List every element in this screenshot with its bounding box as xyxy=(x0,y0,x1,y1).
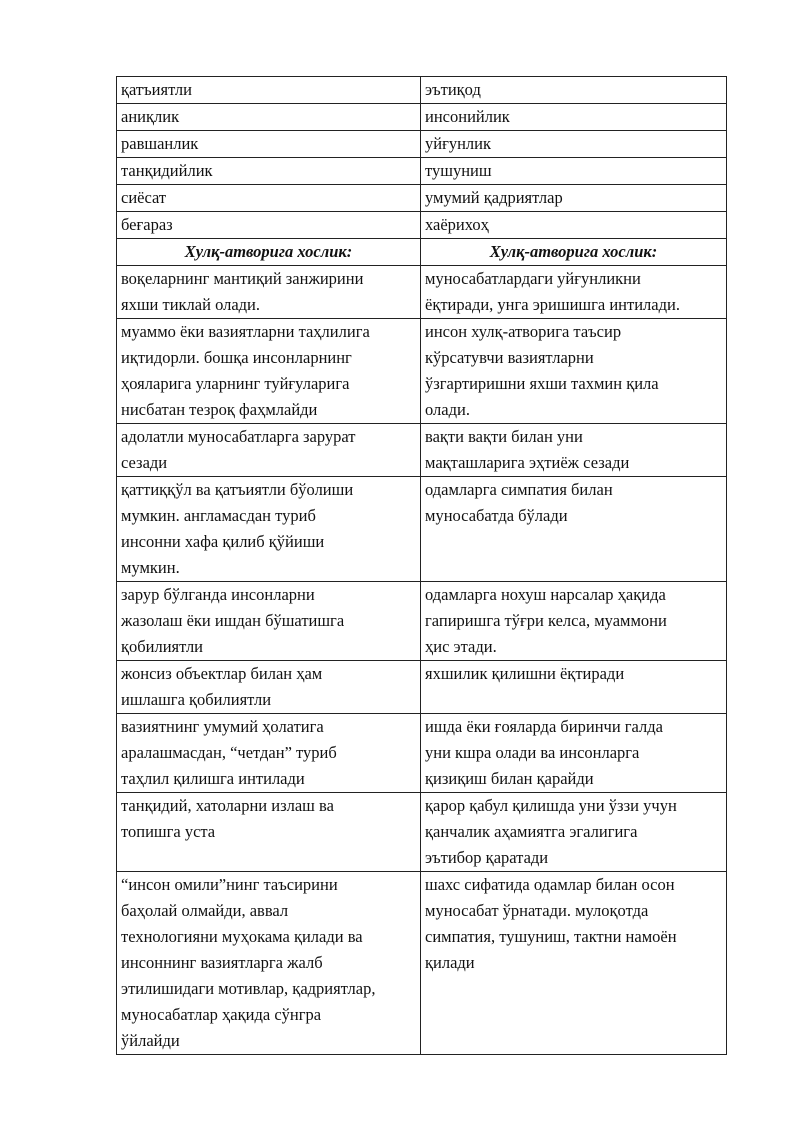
cell-text: одамларга нохуш нарсалар ҳақида гапиришга тўғри келса, муаммони ҳис этади. xyxy=(425,585,667,656)
table-cell-left xyxy=(117,266,421,319)
table-row xyxy=(117,185,727,212)
cell-text: ишда ёки ғояларда биринчи галда уни кшра олади ва инсонларга қизиқиш билан қарайди xyxy=(425,717,663,788)
table-cell-right xyxy=(421,714,727,793)
table-cell-left xyxy=(117,477,421,582)
cell-text: сиёсат xyxy=(121,188,167,207)
cell-text: инсон хулқ-атворига таъсир кўрсатувчи вазиятларни ўзгартиришни яхши тахмин қила олади. xyxy=(425,322,659,419)
cell-text: қатъиятли xyxy=(121,80,192,99)
cell-text: яхшилик қилишни ёқтиради xyxy=(425,664,625,683)
cell-text: хаёрихоҳ xyxy=(425,215,489,234)
table-row xyxy=(117,212,727,239)
cell-text: воқеларнинг мантиқий занжирини яхши тиклай олади. xyxy=(121,269,364,314)
cell-text: муносабатлардаги уйғунликни ёқтиради, унга эришишга интилади. xyxy=(425,269,680,314)
cell-text: умумий қадриятлар xyxy=(425,188,563,207)
table-cell-right xyxy=(421,477,727,582)
table-cell-left xyxy=(117,582,421,661)
table-row xyxy=(117,131,727,158)
table-cell-right xyxy=(421,424,727,477)
table-row xyxy=(117,77,727,104)
table-header-right xyxy=(421,239,727,266)
table-row xyxy=(117,266,727,319)
table-row xyxy=(117,319,727,424)
cell-text: муаммо ёки вазиятларни таҳлилига иқтидорли. бошқа инсонларнинг ҳояларига уларнинг туйғуларига нисбатан тезроқ фаҳмлайди xyxy=(121,322,370,419)
table-cell-right xyxy=(421,793,727,872)
cell-text: шахс сифатида одамлар билан осон муносабат ўрнатади. мулоқотда симпатия, тушуниш, тактни намоён қилади xyxy=(425,875,677,972)
cell-text: инсонийлик xyxy=(425,107,510,126)
table-cell-left xyxy=(117,319,421,424)
table-cell-right xyxy=(421,266,727,319)
table-cell-left xyxy=(117,131,421,158)
table-row xyxy=(117,104,727,131)
table-cell-left xyxy=(117,661,421,714)
cell-text: адолатли муносабатларга зарурат сезади xyxy=(121,427,356,472)
table-cell-left xyxy=(117,793,421,872)
table-cell-left xyxy=(117,104,421,131)
header-text: Хулқ-атворига хослик: xyxy=(184,242,353,261)
table-cell-right xyxy=(421,104,727,131)
cell-text: беғараз xyxy=(121,215,173,234)
table-cell-right xyxy=(421,158,727,185)
table-row xyxy=(117,582,727,661)
cell-text: зарур бўлганда инсонларни жазолаш ёки ишдан бўшатишга қобилиятли xyxy=(121,585,345,656)
cell-text: уйғунлик xyxy=(425,134,492,153)
cell-text: жонсиз объектлар билан ҳам ишлашга қобилиятли xyxy=(121,664,323,709)
cell-text: вақти вақти билан уни мақташларига эҳтиёж сезади xyxy=(425,427,630,472)
cell-text: одамларга симпатия билан муносабатда бўлади xyxy=(425,480,613,525)
traits-table xyxy=(116,76,727,1055)
cell-text: равшанлик xyxy=(121,134,199,153)
table-cell-right xyxy=(421,77,727,104)
cell-text: қарор қабул қилишда уни ўззи учун қанчалик аҳамиятга эгалигига эътибор қаратади xyxy=(425,796,677,867)
table-cell-right xyxy=(421,319,727,424)
table-cell-right xyxy=(421,582,727,661)
table-cell-right xyxy=(421,872,727,1055)
table-cell-left xyxy=(117,872,421,1055)
table-row xyxy=(117,477,727,582)
table-cell-right xyxy=(421,661,727,714)
table-cell-left xyxy=(117,212,421,239)
table-row xyxy=(117,424,727,477)
table-row xyxy=(117,714,727,793)
table-cell-right xyxy=(421,212,727,239)
table-row xyxy=(117,158,727,185)
cell-text: вазиятнинг умумий ҳолатига аралашмасдан, “четдан” туриб таҳлил қилишга интилади xyxy=(121,717,337,788)
cell-text: танқидийлик xyxy=(121,161,213,180)
table-cell-right xyxy=(421,131,727,158)
table-row xyxy=(117,872,727,1055)
header-text: Хулқ-атворига хослик: xyxy=(489,242,658,261)
table-header-row xyxy=(117,239,727,266)
cell-text: “инсон омили”нинг таъсирини баҳолай олмайди, аввал технологияни муҳокама қилади ва инсоннинг вазиятларга жалб этилишидаги мотивлар, қадриятлар, муносабатлар ҳақида сўнгра ўйлайди xyxy=(121,875,376,1050)
cell-text: танқидий, хатоларни излаш ва топишга уста xyxy=(121,796,334,841)
table-cell-left xyxy=(117,424,421,477)
table-cell-right xyxy=(421,185,727,212)
cell-text: эътиқод xyxy=(425,80,481,99)
cell-text: аниқлик xyxy=(121,107,180,126)
table-row xyxy=(117,793,727,872)
table-cell-left xyxy=(117,77,421,104)
table-cell-left xyxy=(117,714,421,793)
table-cell-left xyxy=(117,185,421,212)
cell-text: тушуниш xyxy=(425,161,492,180)
table-header-left xyxy=(117,239,421,266)
cell-text: қаттиққўл ва қатъиятли бўолиши мумкин. англамасдан туриб инсонни хафа қилиб қўйиши мумкин. xyxy=(121,480,354,577)
table-cell-left xyxy=(117,158,421,185)
table-row xyxy=(117,661,727,714)
